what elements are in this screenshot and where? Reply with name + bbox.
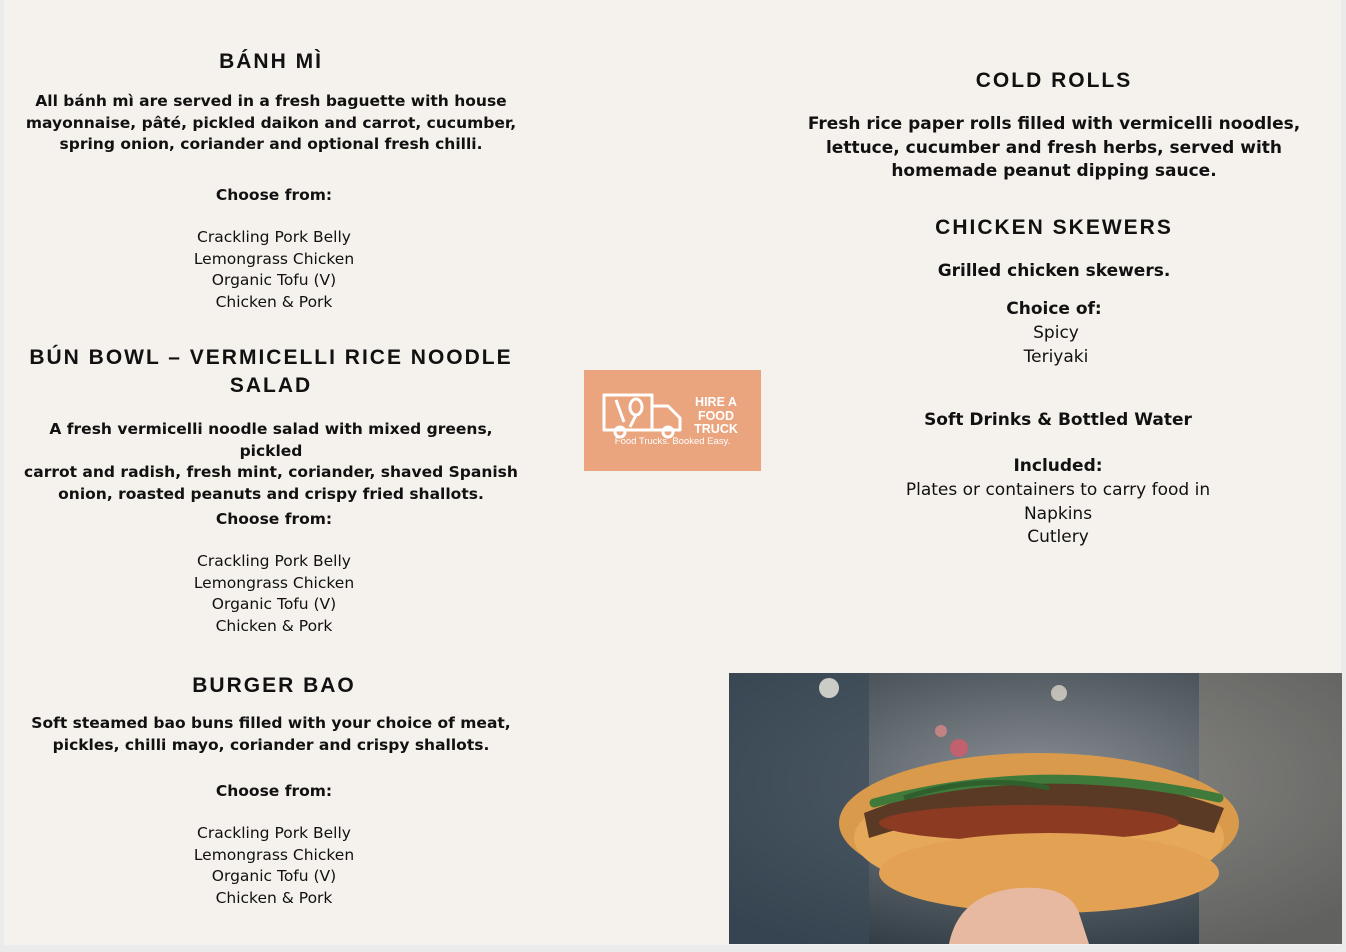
bun-bowl-title-line: SALAD — [229, 374, 313, 397]
burger-bao-desc-line: Soft steamed bao buns filled with your choice of meat, — [31, 714, 511, 732]
logo-wordmark — [686, 396, 746, 437]
list-item: Organic Tofu (V) — [211, 595, 337, 613]
list-item: Crackling Pork Belly — [197, 552, 351, 570]
list-item: Cutlery — [1027, 527, 1089, 547]
list-item: Crackling Pork Belly — [197, 824, 351, 842]
list-item: Organic Tofu (V) — [211, 867, 337, 885]
list-item: Chicken & Pork — [215, 616, 333, 635]
list-item: Napkins — [1023, 503, 1093, 524]
right-column — [804, 0, 1304, 660]
banh-mi-options — [24, 227, 524, 313]
left-column — [18, 0, 524, 945]
list-item: Crackling Pork Belly — [197, 228, 351, 246]
list-item: Lemongrass Chicken — [193, 845, 355, 864]
chicken-skewers-description: Grilled chicken skewers. — [937, 261, 1171, 281]
menu-page — [4, 0, 1341, 945]
banh-mi-photo — [729, 673, 1342, 944]
burger-bao-desc-line: pickles, chilli mayo, coriander and crispy shallots. — [52, 735, 490, 754]
list-item: Chicken & Pork — [215, 292, 333, 311]
logo-line: FOOD — [697, 408, 735, 423]
banh-mi-choose-label: Choose from: — [215, 186, 333, 204]
list-item: Lemongrass Chicken — [193, 573, 355, 592]
list-item: Lemongrass Chicken — [193, 249, 355, 268]
bun-bowl-choose-label: Choose from: — [215, 510, 333, 528]
burger-bao-options — [24, 823, 524, 909]
bun-bowl-title — [18, 344, 524, 400]
list-item: Chicken & Pork — [215, 888, 333, 907]
banh-mi-sandwich-image — [729, 673, 1342, 944]
chicken-skewers-choice-label: Choice of: — [1006, 299, 1102, 319]
included-list — [812, 479, 1304, 550]
bun-bowl-desc-line: carrot and radish, fresh mint, coriander, shaved Spanish — [24, 463, 518, 481]
list-item: Spicy — [1033, 323, 1079, 343]
burger-bao-choose-label: Choose from: — [215, 782, 333, 800]
chicken-skewers-title: CHICKEN SKEWERS — [935, 216, 1173, 239]
cold-rolls-desc-line: homemade peanut dipping sauce. — [891, 161, 1217, 181]
banh-mi-title: BÁNH MÌ — [219, 50, 323, 73]
bun-bowl-options — [24, 551, 524, 637]
logo-tagline: Food Trucks. Booked Easy. — [614, 436, 731, 447]
chicken-skewers-options — [808, 322, 1304, 369]
banh-mi-desc-line: All bánh mì are served in a fresh baguette with house — [35, 92, 507, 110]
cold-rolls-description — [804, 113, 1304, 184]
logo-line: HIRE A — [695, 395, 737, 409]
bun-bowl-desc-line: A fresh vermicelli noodle salad with mixed greens, pickled — [49, 420, 493, 460]
included-label: Included: — [1013, 456, 1103, 476]
list-item: Plates or containers to carry food in — [905, 480, 1211, 500]
burger-bao-title: BURGER BAO — [192, 674, 356, 697]
list-item: Teriyaki — [1023, 346, 1089, 367]
banh-mi-description — [18, 91, 524, 156]
bun-bowl-description — [18, 419, 524, 505]
drinks-label: Soft Drinks & Bottled Water — [924, 410, 1192, 430]
logo-line: TRUCK — [694, 422, 738, 436]
cold-rolls-desc-line: Fresh rice paper rolls filled with vermicelli noodles, — [807, 114, 1301, 134]
banh-mi-desc-line: mayonnaise, pâté, pickled daikon and carrot, cucumber, — [25, 113, 517, 132]
cold-rolls-title: COLD ROLLS — [975, 69, 1133, 92]
banh-mi-desc-line: spring onion, coriander and optional fresh chilli. — [59, 135, 483, 153]
cold-rolls-desc-line: lettuce, cucumber and fresh herbs, served with — [825, 137, 1283, 158]
bun-bowl-desc-line: onion, roasted peanuts and crispy fried shallots. — [58, 484, 484, 503]
bun-bowl-title-line: BÚN BOWL – VERMICELLI RICE NOODLE — [29, 346, 513, 369]
hire-a-food-truck-logo — [584, 370, 761, 471]
burger-bao-description — [18, 713, 524, 756]
list-item: Organic Tofu (V) — [211, 271, 337, 289]
